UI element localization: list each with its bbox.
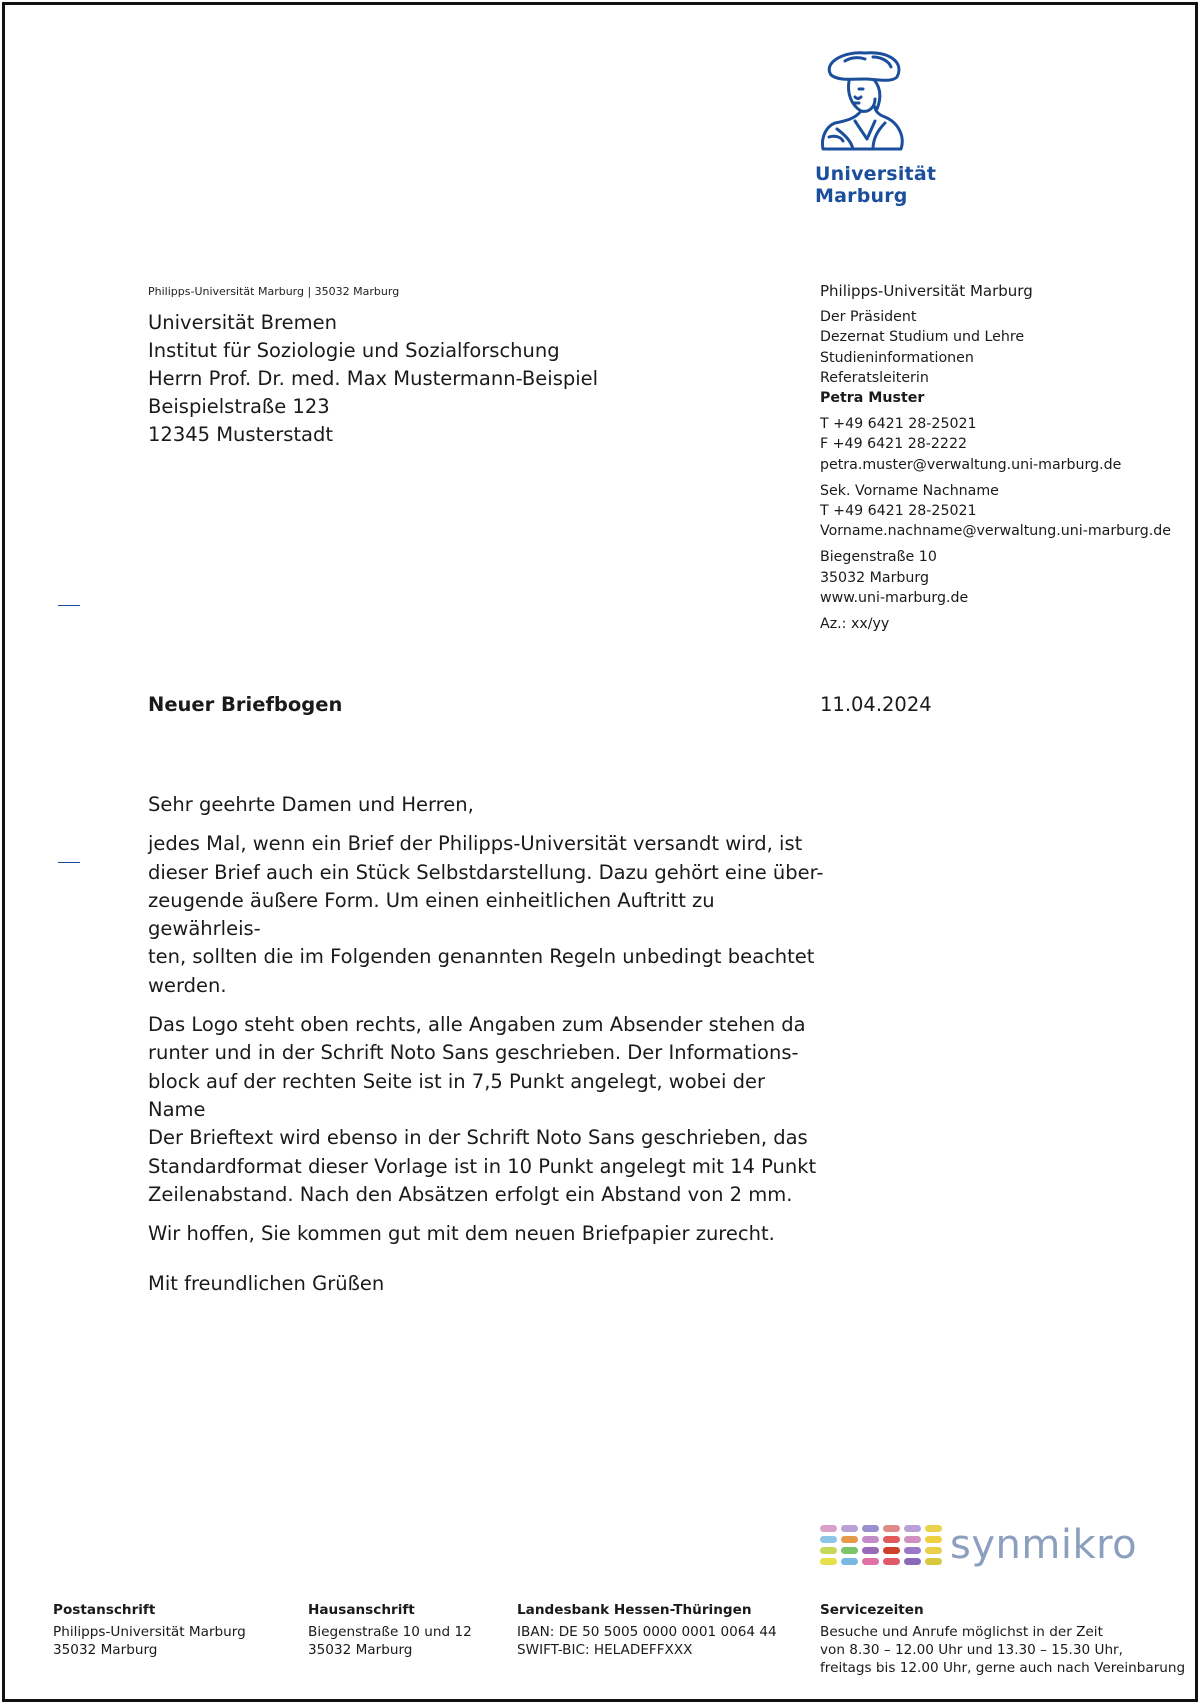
- footer-line: SWIFT-BIC: HELADEFFXXX: [517, 1642, 693, 1658]
- synmikro-logo: [820, 1522, 1138, 1568]
- university-logo: [815, 49, 937, 207]
- synmikro-pill: [883, 1558, 900, 1565]
- body-paragraph: Das Logo steht oben rechts, alle Angaben zum Absender stehen da runter und in der Schrift Noto Sans geschrieben. Der Informations- block auf der rechten Seite ist in 7,5 Punkt angelegt, wobei der Name Der Brieftext wird ebenso in der Schrift Noto Sans geschrieben, das Standardformat dieser Vorlage ist in 10 Punkt angelegt mit 14 Punkt Zeilenabstand. Nach den Absätzen erfolgt ein Abstand von 2 mm.: [148, 1013, 817, 1206]
- fold-mark: [58, 605, 80, 606]
- secretary-name: Sek. Vorname Nachname: [820, 482, 999, 499]
- reference-number: Az.: xx/yy: [820, 616, 890, 633]
- dept-line: Studieninformationen: [820, 349, 974, 366]
- synmikro-pill: [820, 1558, 837, 1565]
- sender-city: 35032 Marburg: [820, 569, 929, 586]
- synmikro-pill: [883, 1525, 900, 1532]
- footer-line: von 8.30 – 12.00 Uhr und 13.30 – 15.30 Uhr,: [820, 1642, 1123, 1658]
- letter-subject: Neuer Briefbogen: [148, 693, 343, 716]
- synmikro-pill: [904, 1536, 921, 1543]
- recipient-line: Beispielstraße 123: [148, 395, 330, 418]
- footer-line: Besuche und Anrufe möglichst in der Zeit: [820, 1624, 1103, 1640]
- synmikro-pill: [925, 1536, 942, 1543]
- letter-body: [148, 791, 828, 1310]
- return-address: Philipps-Universität Marburg | 35032 Marburg: [148, 285, 400, 298]
- body-paragraph: Wir hoffen, Sie kommen gut mit dem neuen Briefpapier zurecht.: [148, 1222, 775, 1246]
- synmikro-pill: [862, 1547, 879, 1554]
- recipient-line: Institut für Soziologie und Sozialforschung: [148, 339, 560, 362]
- sender-info-block: [820, 281, 1190, 634]
- sender-website[interactable]: www.uni-marburg.de: [820, 589, 969, 606]
- synmikro-pill-grid: [820, 1525, 942, 1565]
- footer-bank-details: [517, 1601, 777, 1659]
- sender-org: Philipps-Universität Marburg: [820, 282, 1033, 300]
- synmikro-pill: [862, 1525, 879, 1532]
- sender-name: Petra Muster: [820, 390, 925, 407]
- closing: Mit freundlichen Grüßen: [148, 1272, 385, 1296]
- secretary-email[interactable]: Vorname.nachname@verwaltung.uni-marburg.de: [820, 523, 1171, 540]
- synmikro-pill: [883, 1547, 900, 1554]
- synmikro-pill: [925, 1525, 942, 1532]
- synmikro-pill: [820, 1525, 837, 1532]
- body-paragraph: jedes Mal, wenn ein Brief der Philipps-Universität versandt wird, ist dieser Brief auch ein Stück Selbstdarstellung. Dazu gehört eine über- zeugende äußere Form. Um einen einheitlichen Auftritt zu gewährleis- ten, sollten die im Folgenden genannten Regeln unbedingt beachtet werden.: [148, 832, 824, 997]
- logo-line-2: Marburg: [815, 185, 908, 207]
- sender-department: [820, 307, 1190, 408]
- footer-line: 35032 Marburg: [308, 1642, 413, 1658]
- footer-service-hours: [820, 1601, 1185, 1677]
- footer-title: Landesbank Hessen-Thüringen: [517, 1602, 752, 1618]
- synmikro-pill: [925, 1558, 942, 1565]
- synmikro-pill: [904, 1558, 921, 1565]
- founder-portrait-icon: [815, 49, 911, 157]
- sender-contact: [820, 414, 1190, 475]
- sender-fax: F +49 6421 28-2222: [820, 436, 968, 453]
- dept-line: Referatsleiterin: [820, 369, 929, 386]
- footer-line: IBAN: DE 50 5005 0000 0001 0064 44: [517, 1624, 777, 1640]
- synmikro-pill: [841, 1525, 858, 1532]
- logo-line-1: Universität: [815, 163, 937, 185]
- footer-title: Hausanschrift: [308, 1602, 415, 1618]
- recipient-line: Universität Bremen: [148, 311, 337, 334]
- sender-street: Biegenstraße 10: [820, 549, 937, 566]
- sender-email[interactable]: petra.muster@verwaltung.uni-marburg.de: [820, 456, 1122, 473]
- synmikro-pill: [883, 1536, 900, 1543]
- fold-mark: [58, 862, 80, 863]
- synmikro-pill: [925, 1547, 942, 1554]
- synmikro-pill: [820, 1547, 837, 1554]
- footer-title: Servicezeiten: [820, 1602, 924, 1618]
- letter-page: [2, 2, 1198, 1702]
- synmikro-pill: [841, 1558, 858, 1565]
- synmikro-pill: [841, 1536, 858, 1543]
- synmikro-pill: [904, 1547, 921, 1554]
- recipient-line: 12345 Musterstadt: [148, 423, 334, 446]
- sender-phone: T +49 6421 28-25021: [820, 416, 977, 433]
- footer-line: Philipps-Universität Marburg: [53, 1624, 246, 1640]
- secretary-contact: [820, 481, 1190, 542]
- dept-line: Der Präsident: [820, 309, 917, 326]
- sender-address: [820, 547, 1190, 608]
- synmikro-pill: [862, 1558, 879, 1565]
- synmikro-pill: [820, 1536, 837, 1543]
- dept-line: Dezernat Studium und Lehre: [820, 329, 1025, 346]
- letter-date: 11.04.2024: [820, 693, 932, 716]
- synmikro-wordmark: synmikro: [950, 1522, 1138, 1568]
- salutation: Sehr geehrte Damen und Herren,: [148, 793, 474, 816]
- recipient-line: Herrn Prof. Dr. med. Max Mustermann-Beispiel: [148, 367, 599, 390]
- synmikro-pill: [841, 1547, 858, 1554]
- footer-line: 35032 Marburg: [53, 1642, 158, 1658]
- secretary-phone: T +49 6421 28-25021: [820, 503, 977, 520]
- recipient-address: [148, 309, 598, 449]
- footer-postal-address: [53, 1601, 246, 1659]
- footer-line: freitags bis 12.00 Uhr, gerne auch nach Vereinbarung: [820, 1660, 1186, 1676]
- synmikro-pill: [862, 1536, 879, 1543]
- footer-house-address: [308, 1601, 472, 1659]
- synmikro-pill: [904, 1525, 921, 1532]
- footer-line: Biegenstraße 10 und 12: [308, 1624, 472, 1640]
- footer-title: Postanschrift: [53, 1602, 156, 1618]
